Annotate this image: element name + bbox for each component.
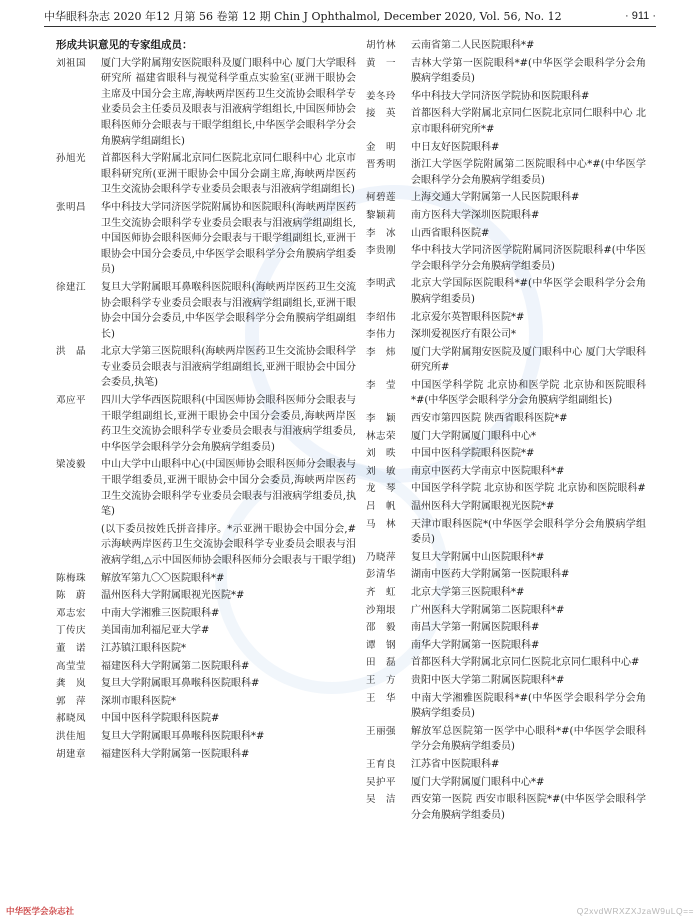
- expert-affiliation: 北京大学第三医院眼科(海峡两岸医药卫生交流协会眼科学专业委员会眼表与泪液病学组副组长,亚洲干眼协会中国分会委员,执笔): [101, 346, 356, 389]
- expert-name: 晋秀明: [366, 159, 397, 171]
- expert-list-right: [366, 38, 646, 823]
- expert-name: 姜冬玲: [366, 90, 397, 102]
- expert-entry: [56, 588, 356, 604]
- expert-name: 李绍伟: [366, 311, 397, 323]
- expert-name: 洪佳旭: [56, 730, 87, 742]
- expert-name: 李伟力: [366, 329, 397, 341]
- expert-entry: [366, 429, 646, 445]
- expert-name: 刘祖国: [56, 57, 87, 69]
- expert-name: 梁凌毅: [56, 459, 87, 471]
- expert-entry: [56, 606, 356, 622]
- expert-affiliation: 四川大学华西医院眼科(中国医师协会眼科医师分会眼表与干眼学组副组长,亚洲干眼协会中国分会委员,海峡两岸医药卫生交流协会眼科学专业委员会眼表与泪液病学组委员,中华医学会眼科学分会角膜病学组委员): [101, 395, 356, 453]
- expert-affiliation: 解放军总医院第一医学中心眼科*#(中华医学会眼科学分会角膜病学组委员): [411, 725, 646, 753]
- expert-affiliation: 中国医学科学院 北京协和医学院 北京协和医院眼科*#(中华医学会眼科学分会角膜病学组副组长): [411, 379, 646, 407]
- expert-name: 彭清华: [366, 569, 397, 581]
- expert-entry: [366, 106, 646, 137]
- expert-entry: [366, 724, 646, 755]
- expert-entry: [366, 446, 646, 462]
- expert-name: 张明昌: [56, 201, 87, 213]
- expert-list-left: [56, 56, 356, 763]
- expert-name: 柯碧莲: [366, 192, 397, 204]
- expert-name: 齐 虹: [366, 587, 397, 598]
- expert-affiliation: 云南省第二人民医院眼科*#: [411, 40, 535, 51]
- expert-name: 李 莹: [366, 379, 397, 391]
- publisher-logo: 中华医学会杂志社: [6, 906, 75, 916]
- expert-affiliation: 深圳市眼科医院*: [101, 695, 176, 707]
- expert-affiliation: 温州医科大学附属眼视光医院*#: [101, 590, 245, 602]
- expert-entry: [366, 638, 646, 654]
- expert-entry: [366, 792, 646, 823]
- left-column: [56, 38, 356, 762]
- expert-affiliation: 解放军第九〇〇医院眼科*#: [101, 572, 225, 584]
- expert-affiliation: 中国中医科学院眼科医院#: [101, 713, 220, 725]
- expert-affiliation: 西安市第四医院 陕西省眼科医院*#: [411, 413, 568, 425]
- expert-name: 龚 岚: [56, 678, 87, 690]
- expert-name: 胡竹林: [366, 40, 397, 51]
- expert-name: 吴 洁: [366, 794, 397, 806]
- expert-name: 王丽强: [366, 725, 397, 737]
- expert-name: 乃晓萍: [366, 551, 397, 563]
- expert-affiliation: 山西省眼科医院#: [411, 227, 490, 239]
- expert-affiliation: 福建医科大学附属第一医院眼科#: [101, 748, 250, 760]
- expert-affiliation: 浙江大学医学院附属第二医院眼科中心*#(中华医学会眼科学分会角膜病学组委员): [411, 159, 646, 186]
- expert-entry: [366, 620, 646, 636]
- expert-entry: [366, 411, 646, 427]
- expert-entry: [366, 757, 646, 773]
- expert-name: 高莹莹: [56, 660, 87, 672]
- expert-name: 孙旭光: [56, 153, 87, 165]
- section-title: 形成共识意见的专家组成员：: [56, 39, 193, 51]
- expert-affiliation: 江苏镇江眼科医院*: [101, 642, 186, 654]
- expert-affiliation: 贵阳中医大学第二附属医院眼科*#: [411, 674, 565, 686]
- expert-affiliation: 北京爱尔英智眼科医院*#: [411, 311, 525, 323]
- expert-entry: [366, 499, 646, 515]
- expert-affiliation: 福建医科大学附属第二医院眼科#: [101, 660, 250, 672]
- page-footer: [6, 904, 694, 918]
- expert-entry: [56, 711, 356, 727]
- expert-entry: [56, 676, 356, 692]
- expert-affiliation: 美国南加利福尼亚大学#: [101, 625, 210, 637]
- expert-entry: [366, 327, 646, 343]
- expert-entry: [366, 345, 646, 376]
- expert-entry: [366, 603, 646, 619]
- expert-name: 马 林: [366, 518, 397, 530]
- expert-affiliation: 首都医科大学附属北京同仁医院北京同仁眼科中心 北京市眼科研究所*#: [411, 108, 646, 135]
- expert-affiliation: 湖南中医药大学附属第一医院眼科#: [411, 569, 570, 581]
- expert-entry: [366, 310, 646, 326]
- expert-affiliation: 首都医科大学附属北京同仁医院北京同仁眼科中心 北京市眼科研究所(亚洲干眼协会中国分会副主席,海峡两岸医药卫生交流协会眼科学专业委员会眼表与泪液病学组副组长): [101, 153, 356, 196]
- expert-affiliation: 厦门大学附属厦门眼科中心*: [411, 430, 536, 442]
- expert-name: 邵 毅: [366, 622, 397, 634]
- expert-affiliation: 上海交通大学附属第一人民医院眼科#: [411, 192, 580, 204]
- expert-affiliation: 温州医科大学附属眼视光医院*#: [411, 501, 555, 513]
- watermark-code: Q2xvdWRXZXJzaW9uLQ==: [576, 906, 694, 916]
- expert-entry: [56, 344, 356, 391]
- page-number: · 911 ·: [625, 10, 656, 22]
- expert-entry: [366, 517, 646, 548]
- expert-affiliation: 中国中医科学院眼科医院*#: [411, 448, 535, 460]
- expert-entry: [56, 747, 356, 763]
- expert-entry: [366, 481, 646, 497]
- expert-entry: [366, 56, 646, 87]
- expert-entry: [366, 38, 646, 54]
- expert-entry: [56, 56, 356, 150]
- expert-name: 王育良: [366, 758, 397, 770]
- expert-affiliation: 复旦大学附属中山医院眼科*#: [411, 551, 545, 563]
- expert-entry: [56, 641, 356, 657]
- expert-entry: [366, 550, 646, 566]
- expert-affiliation: 广州医科大学附属第二医院眼科*#: [411, 604, 565, 616]
- expert-entry: [56, 694, 356, 710]
- expert-name: 邓应平: [56, 395, 87, 407]
- expert-affiliation: 厦门大学附属厦门眼科中心*#: [411, 776, 545, 788]
- expert-name: 王 方: [366, 674, 397, 686]
- expert-name: 郭 萍: [56, 695, 87, 707]
- expert-affiliation: 华中科技大学同济医学院协和医院眼科#: [411, 90, 590, 102]
- page-header: [44, 6, 656, 27]
- expert-name: 徐建江: [56, 281, 87, 293]
- expert-entry: [56, 393, 356, 455]
- expert-affiliation: 厦门大学附属翔安医院眼科及厦门眼科中心 厦门大学眼科研究所 福建省眼科与视觉科学重点实验室(亚洲干眼协会主席及中国分会主席,海峡两岸医药卫生交流协会眼科学专业委员会主任委员及眼表与泪液病学组组长,中国医师协会眼科医师分会眼表与干眼学组组长,中华医学会眼科学分会角膜病学组副组长): [101, 57, 356, 147]
- expert-entry: [366, 190, 646, 206]
- expert-affiliation: 复旦大学附属眼耳鼻喉科医院眼科#: [101, 678, 260, 690]
- expert-entry: [56, 280, 356, 342]
- expert-name: 吴护平: [366, 776, 397, 788]
- expert-entry: [366, 378, 646, 409]
- expert-entry: [366, 775, 646, 791]
- expert-affiliation: 中南大学湘雅医院眼科*#(中华医学会眼科学分会角膜病学组委员): [411, 692, 646, 720]
- expert-affiliation: 天津市眼科医院*(中华医学会眼科学分会角膜病学组委员): [411, 518, 646, 546]
- expert-entry: [366, 89, 646, 105]
- expert-name: 黎颖莉: [366, 209, 397, 221]
- expert-name: 董 诺: [56, 642, 87, 654]
- expert-entry: [366, 673, 646, 689]
- expert-name: 李明武: [366, 278, 397, 290]
- expert-entry: [366, 585, 646, 601]
- expert-name: 丁传庆: [56, 625, 87, 637]
- expert-affiliation: 中南大学湘雅三医院眼科#: [101, 607, 220, 619]
- expert-name: 陈梅珠: [56, 572, 87, 584]
- expert-name: 郝晓凤: [56, 713, 87, 725]
- expert-affiliation: 南京中医药大学南京中医院眼科*#: [411, 465, 565, 477]
- expert-entry: [366, 226, 646, 242]
- expert-affiliation: 南华大学附属第一医院眼科#: [411, 639, 540, 651]
- expert-entry: [366, 140, 646, 156]
- expert-name: 刘 敏: [366, 465, 397, 477]
- expert-entry: [366, 691, 646, 722]
- expert-entry: [366, 208, 646, 224]
- expert-entry: [56, 623, 356, 639]
- expert-affiliation: 南方医科大学深圳医院眼科#: [411, 209, 540, 221]
- expert-affiliation: 江苏省中医院眼科#: [411, 758, 500, 770]
- expert-entry: [366, 567, 646, 583]
- expert-name: 吕 帆: [366, 501, 397, 513]
- expert-name: 龙 琴: [366, 483, 397, 495]
- expert-name: 林志荣: [366, 430, 397, 442]
- expert-affiliation: 中山大学中山眼科中心(中国医师协会眼科医师分会眼表与干眼学组委员,亚洲干眼协会中国分会委员,海峡两岸医药卫生交流协会眼科学专业委员会眼表与泪液病学组委员,执笔): [101, 459, 356, 518]
- expert-name: 沙翔垠: [366, 604, 397, 616]
- expert-entry: [366, 655, 646, 671]
- expert-name: 胡建章: [56, 748, 87, 760]
- right-column: [366, 38, 646, 823]
- expert-affiliation: 华中科技大学同济医学院附属同济医院眼科#(中华医学会眼科学分会角膜病学组委员): [411, 245, 646, 272]
- expert-name: 李 冰: [366, 227, 397, 239]
- expert-affiliation: 复旦大学附属眼耳鼻喉科医院眼科*#: [101, 730, 265, 742]
- expert-entry: [56, 729, 356, 745]
- expert-entry: [56, 151, 356, 198]
- expert-entry: [366, 276, 646, 307]
- expert-name: 李贵刚: [366, 245, 397, 257]
- expert-affiliation: 复旦大学附属眼耳鼻喉科医院眼科(海峡两岸医药卫生交流协会眼科学专业委员会眼表与泪液病学组副组长,亚洲干眼协会中国分会委员,中华医学会眼科学分会角膜病学组副组长): [101, 281, 356, 340]
- expert-affiliation: 厦门大学附属翔安医院及厦门眼科中心 厦门大学眼科研究所#: [411, 346, 646, 374]
- expert-affiliation: 吉林大学第一医院眼科*#(中华医学会眼科学分会角膜病学组委员): [411, 57, 646, 85]
- expert-affiliation: 北京大学国际医院眼科*#(中华医学会眼科学分会角膜病学组委员): [411, 278, 646, 305]
- expert-name: 李 炜: [366, 346, 397, 358]
- expert-entry: [366, 243, 646, 274]
- expert-entry: [366, 157, 646, 188]
- expert-affiliation: 南昌大学第一附属医院眼科#: [411, 622, 540, 634]
- expert-affiliation: (以下委员按姓氏拼音排序。*示亚洲干眼协会中国分会,#示海峡两岸医药卫生交流协会眼科学专业委员会眼表与泪液病学组,△示中国医师协会眼科医师分会眼表与干眼学组): [101, 523, 356, 566]
- expert-entry: [56, 457, 356, 519]
- expert-name: 刘 昳: [366, 448, 397, 460]
- expert-name: 陈 蔚: [56, 590, 87, 602]
- expert-affiliation: 华中科技大学同济医学院附属协和医院眼科(海峡两岸医药卫生交流协会眼科学专业委员会眼表与泪液病学组副组长,中国医师协会眼科医师分会眼表与干眼学组副组长,亚洲干眼协会中国分会委员,中华医学会眼科学分会角膜病学组委员): [101, 201, 356, 276]
- expert-affiliation: 西安第一医院 西安市眼科医院*#(中华医学会眼科学分会角膜病学组委员): [411, 794, 646, 821]
- expert-entry: [366, 464, 646, 480]
- journal-citation: 中华眼科杂志 2020 年12 月第 56 卷第 12 期 Chin J Ophthalmol, December 2020, Vol. 56, No. 12: [44, 10, 562, 23]
- expert-name: 邓志宏: [56, 607, 87, 619]
- expert-name: 谭 钢: [366, 639, 397, 651]
- expert-affiliation: 首都医科大学附属北京同仁医院北京同仁眼科中心#: [411, 657, 640, 669]
- expert-affiliation: 北京大学第三医院眼科*#: [411, 587, 525, 598]
- expert-affiliation: 中国医学科学院 北京协和医学院 北京协和医院眼科#: [411, 483, 646, 495]
- expert-name: 金 明: [366, 141, 397, 153]
- expert-entry: [56, 522, 356, 569]
- expert-name: 洪 晶: [56, 346, 87, 358]
- expert-name: 李 颖: [366, 413, 397, 425]
- expert-entry: [56, 659, 356, 675]
- expert-entry: [56, 571, 356, 587]
- expert-name: 接 英: [366, 108, 397, 120]
- expert-affiliation: 深圳爱视医疗有限公司*: [411, 329, 516, 341]
- expert-name: 黄 一: [366, 57, 397, 69]
- expert-affiliation: 中日友好医院眼科#: [411, 141, 500, 153]
- expert-entry: [56, 200, 356, 278]
- expert-name: 田 磊: [366, 657, 397, 669]
- expert-name: 王 华: [366, 692, 397, 704]
